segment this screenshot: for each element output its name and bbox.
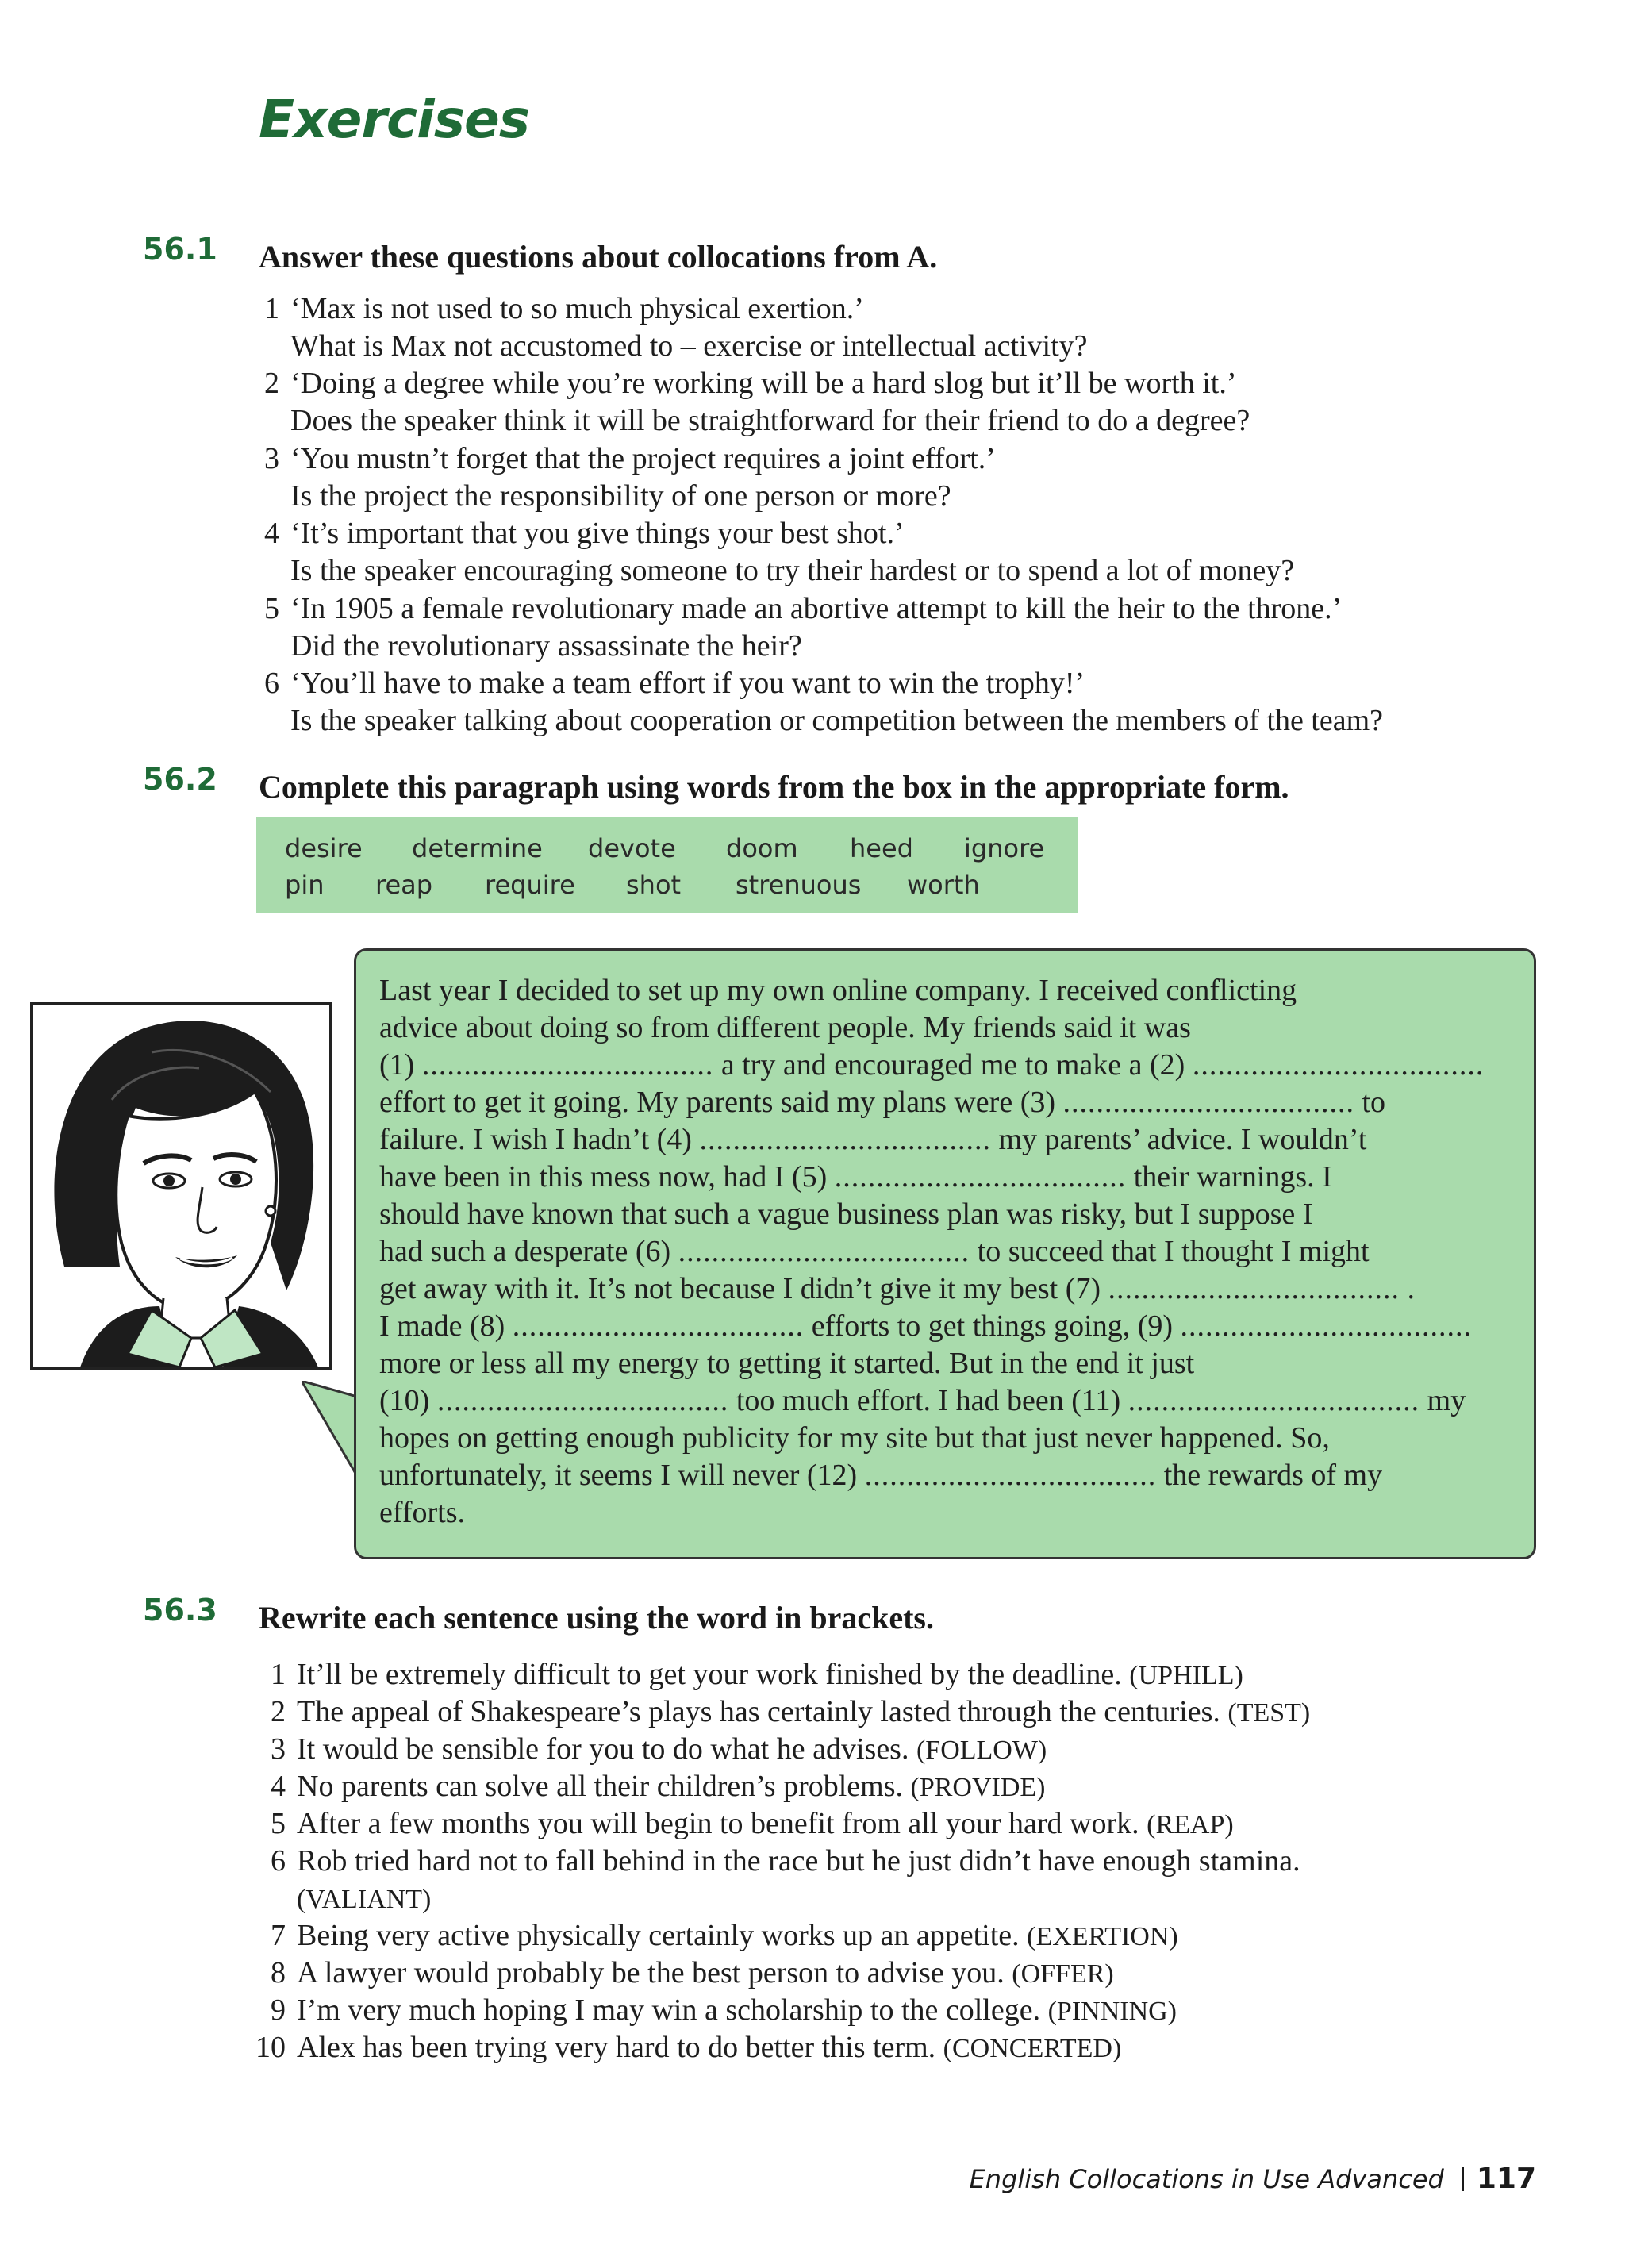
page-title: Exercises <box>259 89 530 150</box>
paragraph-line: had such a desperate (6) ................................... to succeed that I thought I might <box>379 1235 1370 1268</box>
box-word: shot <box>626 870 682 900</box>
word-box <box>256 817 1078 913</box>
page-footer <box>970 2162 1536 2195</box>
exercise-heading: Rewrite each sentence using the word in brackets. <box>259 1600 934 1636</box>
question-text: Did the revolutionary assassinate the heir? <box>290 629 802 663</box>
question-text: Is the speaker talking about cooperation or competition between the members of the team? <box>290 704 1384 737</box>
rewrite-sentence: 4 No parents can solve all their children’s problems. (PROVIDE) <box>271 1770 1046 1803</box>
gap-number: (6) <box>635 1235 671 1268</box>
question-quote: 2 ‘Doing a degree while you’re working will be a hard slog but it’ll be worth it.’ <box>264 367 1237 400</box>
rewrite-word: (VALIANT) <box>297 1885 432 1914</box>
gap-number: (5) <box>791 1160 828 1194</box>
gap-number: (10) <box>379 1384 430 1417</box>
paragraph-line: Last year I decided to set up my own online company. I received conflicting <box>379 974 1297 1007</box>
paragraph-line: (1) ................................... a try and encouraged me to make a (2) ................................... <box>379 1048 1485 1082</box>
rewrite-sentence: 6 Rob tried hard not to fall behind in the race but he just didn’t have enough stamina. <box>271 1844 1300 1878</box>
rewrite-sentence: 2 The appeal of Shakespeare’s plays has certainly lasted through the centuries. (TEST) <box>271 1695 1311 1728</box>
box-word: worth <box>907 870 980 900</box>
question-quote: 3 ‘You mustn’t forget that the project requires a joint effort.’ <box>264 442 996 475</box>
question-quote: 6 ‘You’ll have to make a team effort if you want to win the trophy!’ <box>264 667 1085 700</box>
gap-number: (4) <box>656 1123 692 1156</box>
rewrite-sentence: 5 After a few months you will begin to benefit from all your hard work. (REAP) <box>271 1807 1234 1840</box>
question-quote: 5 ‘In 1905 a female revolutionary made an abortive attempt to kill the heir to the throne.’ <box>264 592 1343 625</box>
box-word: desire <box>285 833 363 863</box>
gap-number: (9) <box>1137 1309 1174 1343</box>
box-word: determine <box>412 833 543 863</box>
rewrite-sentence: 8 A lawyer would probably be the best person to advise you. (OFFER) <box>271 1956 1114 1989</box>
paragraph-line: get away with it. It’s not because I didn’t give it my best (7) ................................... . <box>379 1272 1415 1305</box>
box-word: reap <box>375 870 433 900</box>
rewrite-sentence: 10 Alex has been trying very hard to do better this term. (CONCERTED) <box>255 2031 1122 2064</box>
gap-number: (1) <box>379 1048 415 1082</box>
exercise-number: 56.1 <box>143 232 217 267</box>
paragraph-line: effort to get it going. My parents said my plans were (3) ................................... to <box>379 1086 1386 1119</box>
paragraph-line: efforts. <box>379 1496 465 1529</box>
exercise-heading: Answer these questions about collocations from A. <box>259 239 938 275</box>
question-quote: 4 ‘It’s important that you give things your best shot.’ <box>264 517 905 550</box>
box-word: doom <box>726 833 798 863</box>
gap-number: (8) <box>469 1309 505 1343</box>
question-quote: 1 ‘Max is not used to so much physical exertion.’ <box>264 292 864 325</box>
paragraph-line: failure. I wish I hadn’t (4) ................................... my parents’ advice. I wouldn’t <box>379 1123 1367 1156</box>
paragraph-line: more or less all my energy to getting it started. But in the end it just <box>379 1347 1195 1380</box>
rewrite-sentence: 9 I’m very much hoping I may win a scholarship to the college. (PINNING) <box>271 1993 1177 2027</box>
rewrite-sentence: 7 Being very active physically certainly works up an appetite. (EXERTION) <box>271 1919 1178 1952</box>
paragraph-line: advice about doing so from different people. My friends said it was <box>379 1011 1191 1044</box>
gap-number: (12) <box>806 1459 858 1492</box>
exercise-number: 56.2 <box>143 762 217 797</box>
box-word: require <box>485 870 575 900</box>
woman-portrait <box>30 1002 332 1370</box>
gap-number: (11) <box>1071 1384 1121 1417</box>
gap-number: (7) <box>1065 1272 1101 1305</box>
paragraph-line: should have known that such a vague business plan was risky, but I suppose I <box>379 1197 1313 1231</box>
page-number: 117 <box>1476 2162 1536 2195</box>
question-text: Is the speaker encouraging someone to try their hardest or to spend a lot of money? <box>290 554 1295 587</box>
paragraph-line: unfortunately, it seems I will never (12) ................................... the rewards of my <box>379 1459 1383 1492</box>
exercise-number: 56.3 <box>143 1593 217 1628</box>
paragraph-line: hopes on getting enough publicity for my site but that just never happened. So, <box>379 1421 1330 1455</box>
box-word: heed <box>850 833 913 863</box>
book-title: English Collocations in Use Advanced <box>969 2164 1444 2194</box>
paragraph-line: I made (8) ................................... efforts to get things going, (9) ................................... <box>379 1309 1473 1343</box>
exercise-heading: Complete this paragraph using words from the box in the appropriate form. <box>259 769 1289 805</box>
gap-number: (2) <box>1150 1048 1185 1082</box>
paragraph-line: have been in this mess now, had I (5) ................................... their warnings. I <box>379 1160 1332 1194</box>
box-word: pin <box>285 870 325 900</box>
box-word: ignore <box>964 833 1045 863</box>
box-word: strenuous <box>736 870 862 900</box>
gap-number: (3) <box>1020 1086 1055 1119</box>
rewrite-sentence: 3 It would be sensible for you to do what he advises. (FOLLOW) <box>271 1732 1047 1766</box>
question-text: What is Max not accustomed to – exercise or intellectual activity? <box>290 329 1088 363</box>
box-word: devote <box>588 833 676 863</box>
rewrite-sentence: 1 It’ll be extremely difficult to get your work finished by the deadline. (UPHILL) <box>271 1658 1243 1691</box>
question-text: Is the project the responsibility of one person or more? <box>290 479 951 513</box>
paragraph-line: (10) ................................... too much effort. I had been (11) ................................... my <box>379 1384 1466 1417</box>
question-text: Does the speaker think it will be straightforward for their friend to do a degree? <box>290 404 1250 437</box>
